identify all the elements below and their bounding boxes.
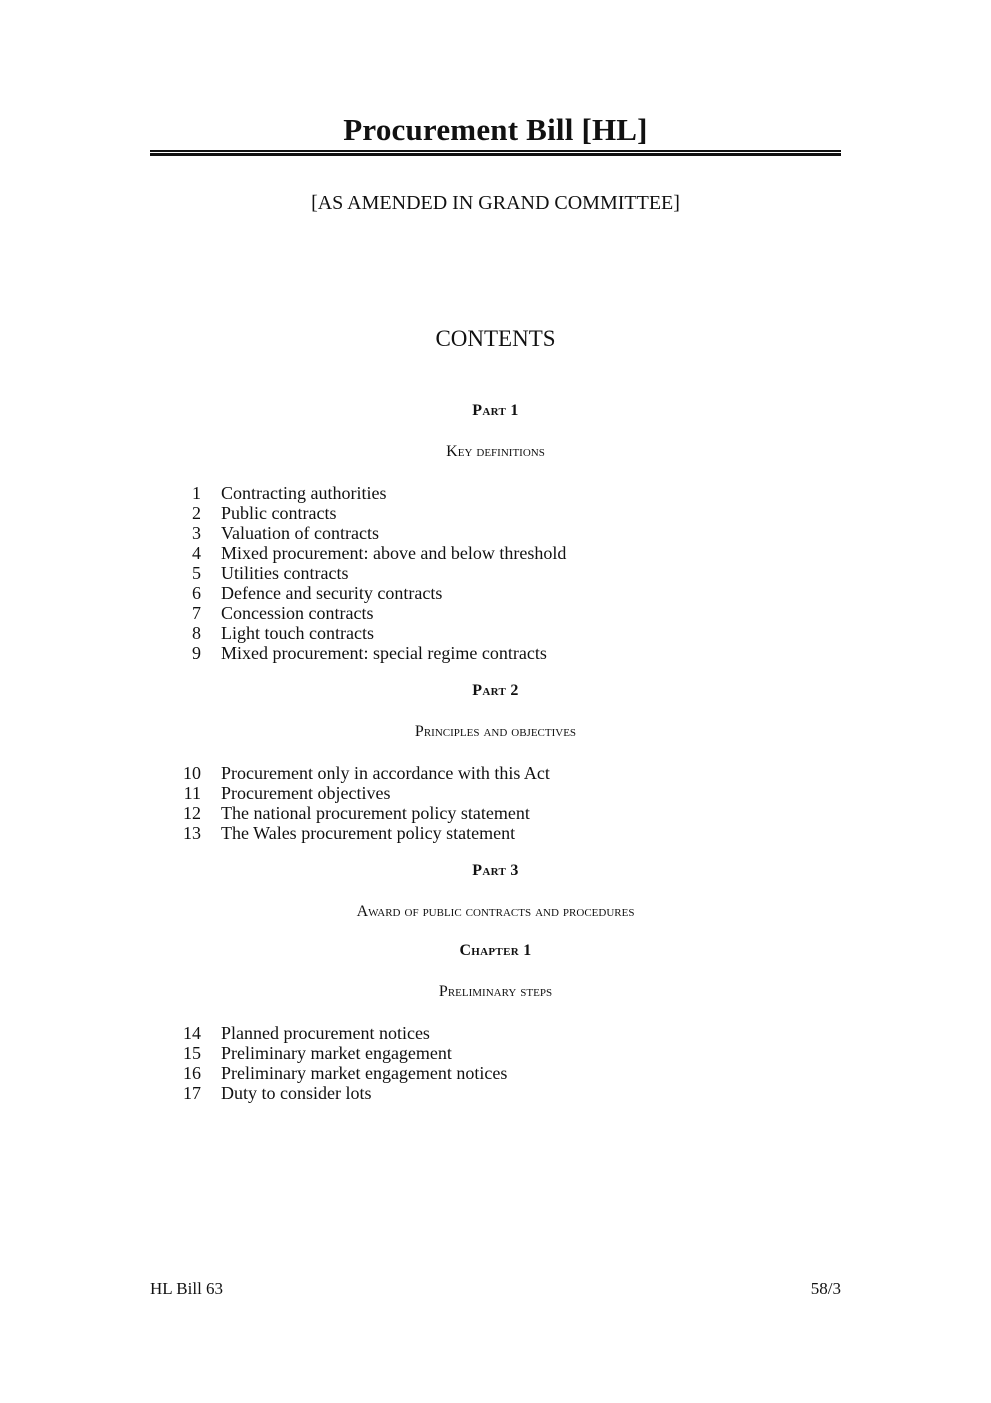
print-reference: 58/3: [810, 1279, 841, 1298]
part-1-toc-list: [150, 483, 850, 663]
toc-item[interactable]: [150, 603, 850, 623]
toc-item-title: Contracting authorities: [221, 483, 387, 503]
toc-item-title: Procurement objectives: [221, 783, 391, 803]
bill-reference: HL Bill 63: [150, 1279, 224, 1298]
toc-item-title: Duty to consider lots: [221, 1083, 372, 1103]
toc-item-number: 16: [183, 1063, 201, 1083]
title-rule-thin: [150, 150, 841, 152]
toc-item-number: 14: [183, 1023, 201, 1043]
toc-item[interactable]: [150, 1063, 850, 1083]
toc-item-number: 2: [192, 503, 201, 523]
part-3-toc-list: [150, 1023, 850, 1103]
document-title: Procurement Bill [HL]: [343, 112, 648, 147]
part-3-title: Award of public contracts and procedures: [356, 903, 635, 920]
document-subtitle: [AS AMENDED IN GRAND COMMITTEE]: [311, 192, 680, 214]
toc-item-number: 7: [192, 603, 201, 623]
toc-item-title: Mixed procurement: above and below threshold: [221, 543, 567, 563]
toc-item[interactable]: [150, 783, 850, 803]
toc-item-title: Defence and security contracts: [221, 583, 443, 603]
title-rule-thick: [150, 153, 841, 156]
toc-item-title: Preliminary market engagement: [221, 1043, 452, 1063]
part-2-heading: Part 2: [472, 682, 519, 699]
toc-item-number: 4: [192, 543, 201, 563]
toc-item-title: Planned procurement notices: [221, 1023, 430, 1043]
toc-item-number: 6: [192, 583, 201, 603]
toc-item-title: Utilities contracts: [221, 563, 349, 583]
toc-item-number: 10: [183, 763, 201, 783]
toc-item[interactable]: [150, 763, 850, 783]
chapter-1-heading: Chapter 1: [459, 942, 532, 959]
part-1-title: Key definitions: [446, 443, 545, 460]
part-1-heading: Part 1: [472, 402, 519, 419]
toc-item[interactable]: [150, 503, 850, 523]
toc-item-number: 17: [183, 1083, 201, 1103]
part-2-toc-list: [150, 763, 850, 843]
toc-item-title: The national procurement policy statement: [221, 803, 530, 823]
toc-item-number: 3: [192, 523, 201, 543]
toc-item[interactable]: [150, 543, 850, 563]
toc-item[interactable]: [150, 823, 850, 843]
toc-item[interactable]: [150, 1043, 850, 1063]
toc-item-number: 1: [192, 483, 201, 503]
toc-item[interactable]: [150, 623, 850, 643]
toc-item-number: 5: [192, 563, 201, 583]
toc-item-number: 8: [192, 623, 201, 643]
toc-item-title: Preliminary market engagement notices: [221, 1063, 508, 1083]
toc-item-title: Public contracts: [221, 503, 337, 523]
toc-item[interactable]: [150, 563, 850, 583]
toc-item-title: Procurement only in accordance with this Act: [221, 763, 550, 783]
part-3-heading: Part 3: [472, 862, 519, 879]
toc-item[interactable]: [150, 523, 850, 543]
toc-item-number: 9: [192, 643, 201, 663]
toc-item-title: Mixed procurement: special regime contracts: [221, 643, 547, 663]
toc-item-title: Concession contracts: [221, 603, 374, 623]
toc-item-number: 11: [183, 783, 201, 803]
toc-item[interactable]: [150, 583, 850, 603]
toc-item-number: 13: [183, 823, 201, 843]
toc-item[interactable]: [150, 803, 850, 823]
toc-item[interactable]: [150, 483, 850, 503]
toc-item-number: 15: [183, 1043, 201, 1063]
toc-item-title: Light touch contracts: [221, 623, 374, 643]
chapter-1-title: Preliminary steps: [438, 983, 553, 1000]
toc-item-number: 12: [183, 803, 201, 823]
toc-item[interactable]: [150, 1023, 850, 1043]
toc-item[interactable]: [150, 1083, 850, 1103]
part-2-title: Principles and objectives: [414, 723, 577, 740]
contents-heading: CONTENTS: [435, 326, 556, 351]
toc-item-title: The Wales procurement policy statement: [221, 823, 516, 843]
toc-item[interactable]: [150, 643, 850, 663]
toc-item-title: Valuation of contracts: [221, 523, 379, 543]
